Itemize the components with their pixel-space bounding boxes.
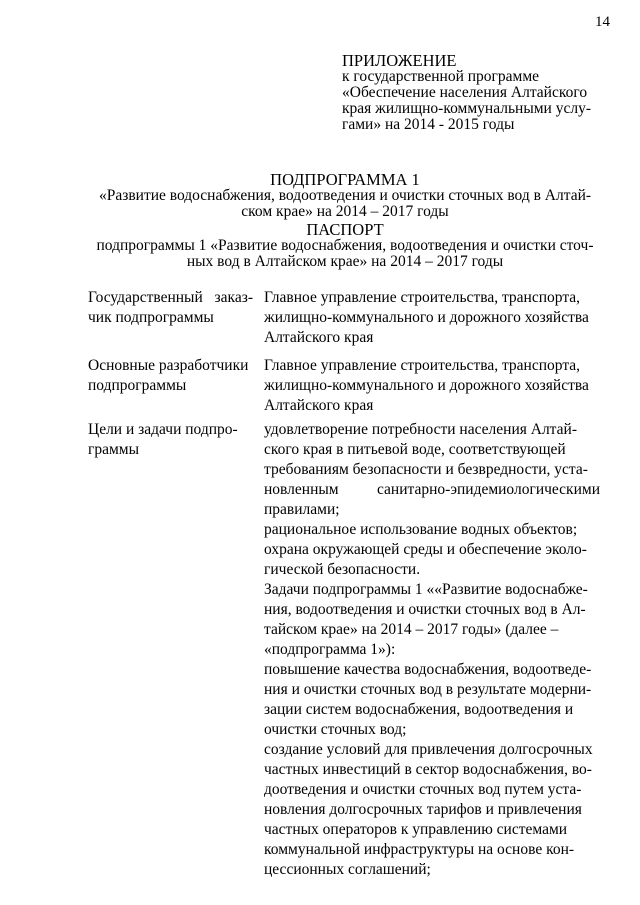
row-value-line: жилищно-коммунального и дорожного хозяйства bbox=[264, 309, 589, 326]
appendix-line: края жилищно-коммунальными услу- bbox=[342, 100, 591, 117]
row-value-line: Главное управление строительства, транспорта, bbox=[264, 289, 581, 306]
subprogram-heading: ПОДПРОГРАММА 1 bbox=[270, 170, 420, 189]
row-value-line: частных операторов к управлению системами bbox=[264, 821, 568, 838]
passport-heading: ПАСПОРТ bbox=[306, 220, 384, 239]
row-value-line: цессионных соглашений; bbox=[264, 861, 431, 878]
row-value bbox=[264, 420, 600, 880]
appendix-heading: ПРИЛОЖЕНИЕ bbox=[342, 51, 457, 70]
row-value-line: Алтайского края bbox=[264, 329, 374, 346]
row-value-line: ния и очистки сточных вод в результате модерни- bbox=[264, 681, 592, 698]
row-value-line: новления долгосрочных тарифов и привлечения bbox=[264, 801, 582, 818]
row-value bbox=[264, 356, 600, 416]
row-label bbox=[88, 420, 253, 460]
row-value-line: повышение качества водоснабжения, водоотведе- bbox=[264, 661, 592, 678]
row-value-line: тайском крае» на 2014 – 2017 годы» (далее – bbox=[264, 621, 559, 638]
row-label-line: подпрограммы bbox=[88, 377, 187, 394]
row-value-word: новленным bbox=[264, 481, 339, 498]
row-label-line bbox=[88, 288, 253, 308]
appendix-line: к государственной программе bbox=[342, 68, 540, 85]
row-value-word: санитарно-эпидемиологическими bbox=[376, 481, 600, 498]
row-value-line: зации систем водоснабжения, водоотведения и bbox=[264, 701, 574, 718]
row-label-word: заказ- bbox=[214, 289, 253, 306]
passport-line: ных вод в Алтайском крае» на 2014 – 2017 годы bbox=[186, 253, 504, 270]
subprogram-line: «Развитие водоснабжения, водоотведения и очистки сточных вод в Алтай- bbox=[98, 187, 592, 204]
row-label-line: Цели и задачи подпро- bbox=[88, 421, 238, 438]
row-value-line: охрана окружающей среды и обеспечение эколо- bbox=[264, 541, 587, 558]
row-value bbox=[264, 288, 600, 348]
row-value-line: правилами; bbox=[264, 501, 340, 518]
row-label-line: чик подпрограммы bbox=[88, 309, 214, 326]
row-value-line: рациональное использование водных объектов; bbox=[264, 521, 578, 538]
appendix-line: «Обеспечение населения Алтайского bbox=[342, 84, 588, 101]
row-value-line: коммунальной инфраструктуры на основе кон- bbox=[264, 841, 575, 858]
row-label-word: Государственный bbox=[88, 289, 203, 306]
passport-title-block bbox=[80, 222, 610, 270]
row-value-line: создание условий для привлечения долгосрочных bbox=[264, 741, 593, 758]
subprogram-line: ском крае» на 2014 – 2017 годы bbox=[241, 203, 449, 220]
row-value-line: требованиям безопасности и безвредности, уста- bbox=[264, 461, 588, 478]
row-value-line: Главное управление строительства, транспорта, bbox=[264, 357, 581, 374]
row-value-line: «подпрограмма 1»): bbox=[264, 641, 396, 658]
row-value-line: ского края в питьевой воде, соответствующей bbox=[264, 441, 566, 458]
row-value-line: Задачи подпрограммы 1 ««Развитие водоснабже- bbox=[264, 581, 588, 598]
row-value-line: ния, водоотведения и очистки сточных вод в Ал- bbox=[264, 601, 586, 618]
row-value-line: очистки сточных вод; bbox=[264, 721, 407, 738]
row-value-line bbox=[264, 480, 600, 500]
row-label bbox=[88, 288, 253, 328]
appendix-line: гами» на 2014 - 2015 годы bbox=[342, 116, 515, 133]
row-value-line: жилищно-коммунального и дорожного хозяйства bbox=[264, 377, 589, 394]
passport-line: подпрограммы 1 «Развитие водоснабжения, водоотведения и очистки сточ- bbox=[96, 237, 594, 254]
row-value-line: удовлетворение потребности населения Алтай- bbox=[264, 421, 577, 438]
row-value-line: гической безопасности. bbox=[264, 561, 421, 578]
page-number: 14 bbox=[595, 14, 610, 30]
row-label-line: граммы bbox=[88, 441, 140, 458]
row-label bbox=[88, 356, 253, 396]
row-value-line: доотведения и очистки сточных вод путем уста- bbox=[264, 781, 582, 798]
subprogram-title-block bbox=[80, 172, 610, 220]
row-value-line: частных инвестиций в сектор водоснабжения, во- bbox=[264, 761, 592, 778]
row-value-line: Алтайского края bbox=[264, 397, 374, 414]
row-label-line: Основные разработчики bbox=[88, 357, 249, 374]
appendix-block bbox=[342, 52, 612, 133]
